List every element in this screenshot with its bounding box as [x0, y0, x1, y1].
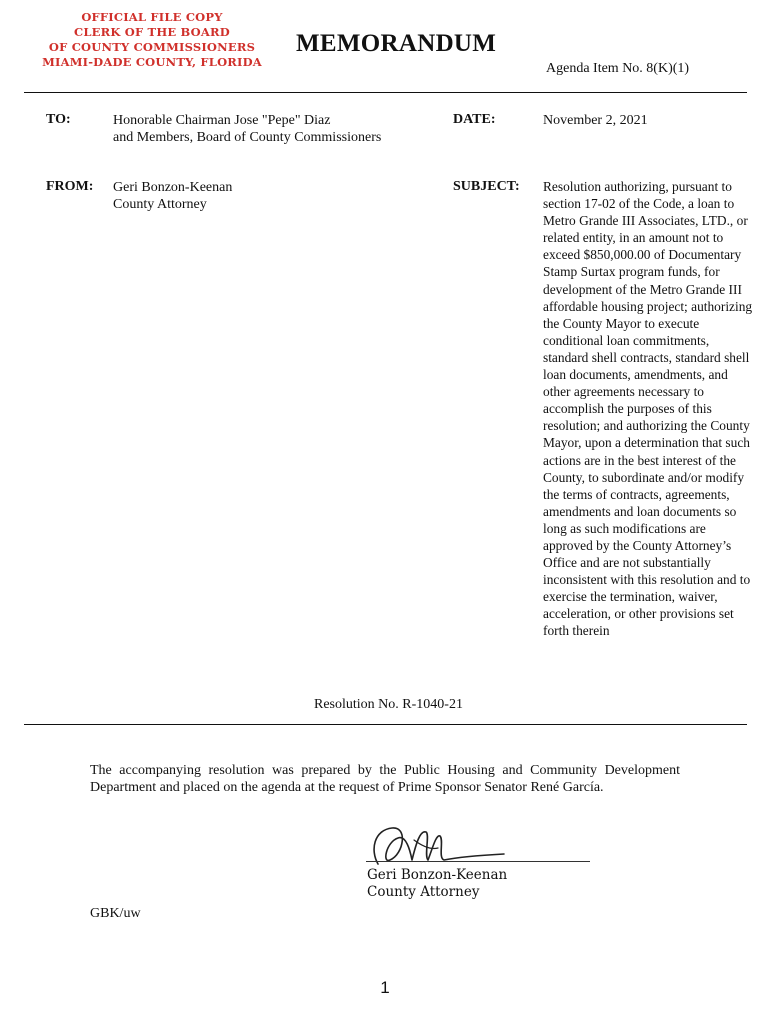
- stamp-line-2: CLERK OF THE BOARD: [74, 25, 230, 39]
- signer-name: Geri Bonzon-Keenan: [367, 867, 508, 883]
- official-file-copy-stamp: [22, 10, 282, 70]
- from-label: FROM:: [46, 179, 94, 194]
- signature-line: [366, 861, 590, 862]
- to-label: TO:: [46, 112, 71, 127]
- from-line-2: County Attorney: [113, 197, 207, 212]
- date-label: DATE:: [453, 112, 496, 127]
- signer-title: County Attorney: [367, 884, 480, 900]
- header-divider: [24, 92, 747, 93]
- stamp-line-3: OF COUNTY COMMISSIONERS: [48, 40, 256, 54]
- from-line-1: Geri Bonzon-Keenan: [113, 180, 233, 195]
- agenda-item-number: Agenda Item No. 8(K)(1): [546, 61, 690, 76]
- to-line-1: Honorable Chairman Jose "Pepe" Diaz: [113, 113, 331, 128]
- body-paragraph: The accompanying resolution was prepared by the Public Housing and Community Development Department and placed on the agenda at the request of Prime Sponsor Senator René García.: [90, 763, 680, 795]
- memo-title: MEMORANDUM: [296, 30, 497, 57]
- from-sender: [113, 179, 232, 213]
- body-divider: [24, 724, 747, 725]
- subject-text: Resolution authorizing, pursuant to section 17-02 of the Code, a loan to Metro Grande III Associates, LTD., or related entity, in an amount not to exceed $850,000.00 of Documentary Stamp Surtax program funds, for development of the Metro Grande III affordable housing project; authorizing the County Mayor to execute conditional loan commitments, standard shell contracts, standard shell loan documents, amendments, and other agreements necessary to accomplish the purposes of this resolution; and authorizing the County Mayor, upon a determination that such actions are in the best interest of the County, to subordinate and/or modify the terms of contracts, agreements, amendments and loan documents so long as such modifications are approved by the County Attorney’s Office and are not substantially inconsistent with this resolution and to exercise the termination, waiver, acceleration, or other provisions set forth therein: [543, 179, 753, 639]
- signer-block: [367, 867, 507, 901]
- typist-initials: GBK/uw: [90, 906, 141, 921]
- date-value: November 2, 2021: [543, 113, 648, 128]
- resolution-number: Resolution No. R-1040-21: [314, 697, 463, 712]
- to-recipient: [113, 112, 381, 146]
- stamp-line-1: OFFICIAL FILE COPY: [81, 10, 223, 24]
- stamp-line-4: MIAMI-DADE COUNTY, FLORIDA: [42, 55, 262, 69]
- subject-label: SUBJECT:: [453, 179, 520, 194]
- handwritten-signature: [364, 820, 514, 870]
- to-line-2: and Members, Board of County Commissioners: [113, 130, 382, 145]
- page-number: 1: [380, 978, 390, 997]
